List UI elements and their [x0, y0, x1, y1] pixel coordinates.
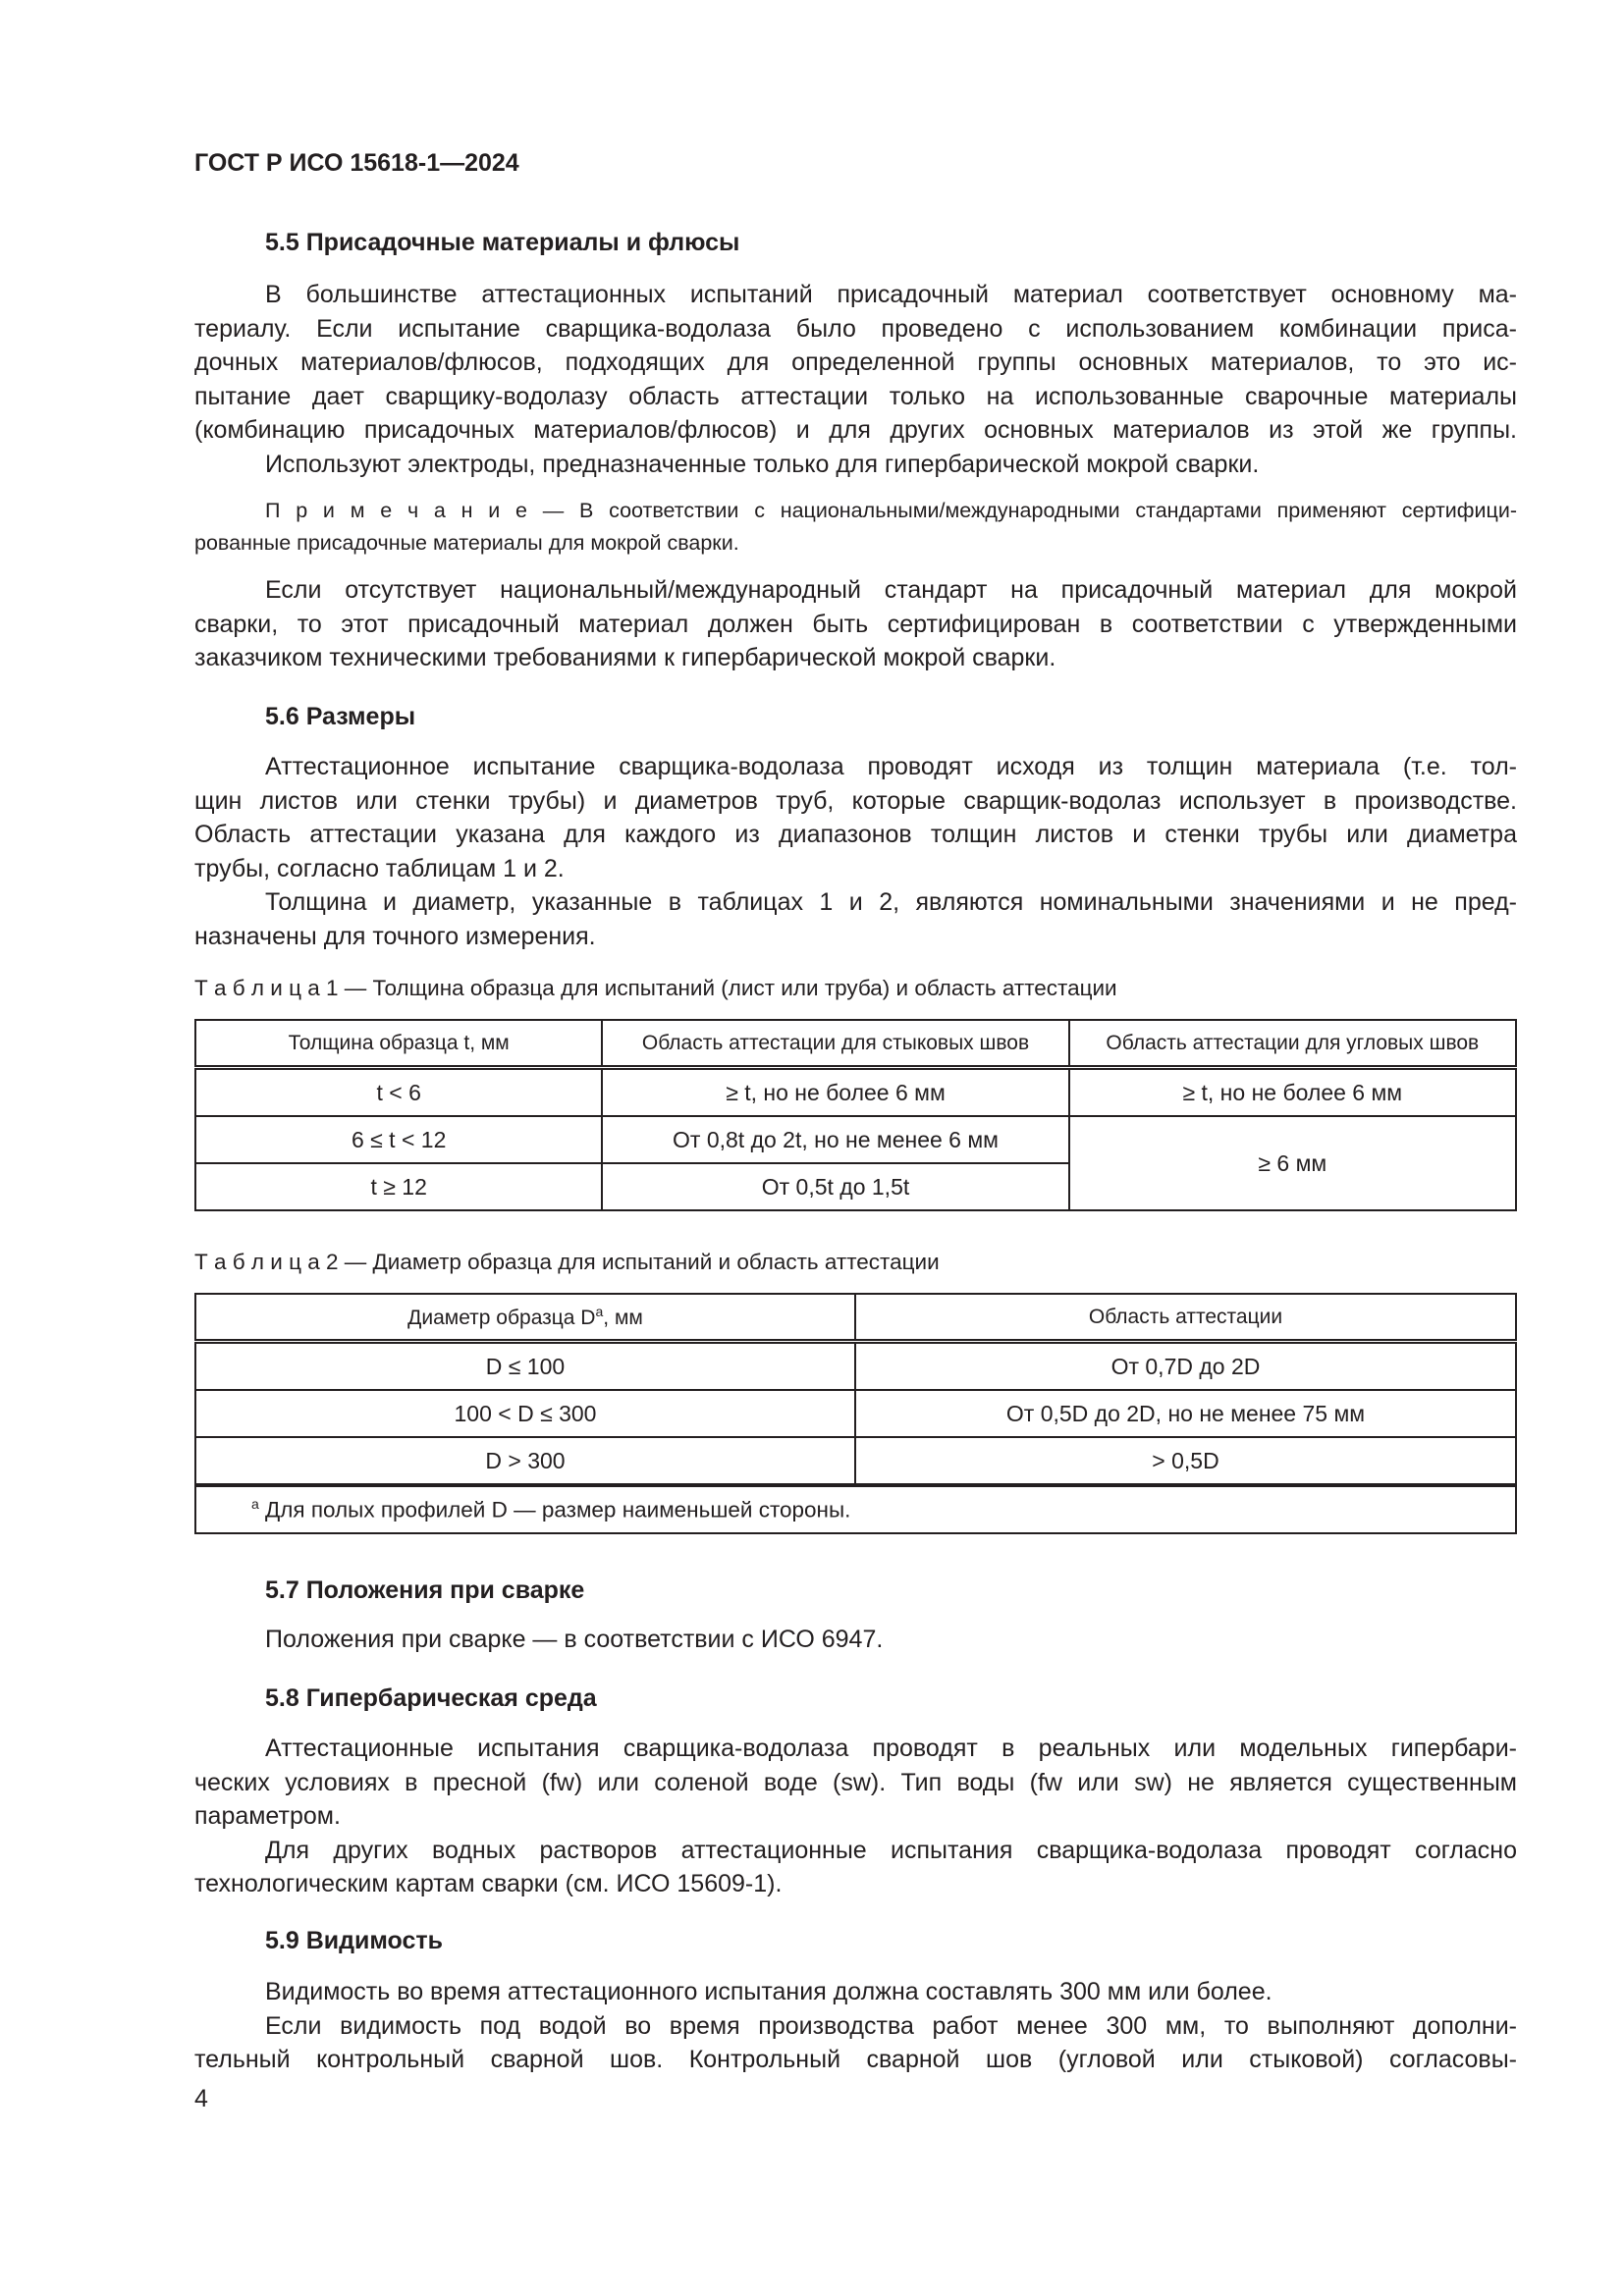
section-5-6-title: 5.6 Размеры: [265, 703, 416, 730]
table-header-row: [195, 1020, 1516, 1068]
cell: От 0,8t до 2t, но не менее 6 мм: [602, 1116, 1068, 1163]
cell: От 0,5D до 2D, но не менее 75 мм: [855, 1390, 1516, 1437]
table-1-caption: Т а б л и ц а 1 — Толщина образца для испытаний (лист или труба) и область аттестации: [194, 976, 1117, 1000]
footnote: [195, 1485, 1516, 1533]
text-line: Область аттестации указана для каждого из диапазонов толщин листов и стенки трубы или диаметра: [194, 821, 1517, 849]
note: [194, 495, 1517, 560]
section-5-7-title: 5.7 Положения при сварке: [265, 1576, 585, 1604]
header-cell: [195, 1294, 855, 1342]
cell: t ≥ 12: [195, 1163, 602, 1210]
text-line: назначены для точного измерения.: [194, 922, 596, 950]
section-5-5-paragraph-1: [194, 278, 1517, 482]
footnote-mark: a: [595, 1304, 604, 1319]
header-text: Диаметр образца D: [407, 1307, 596, 1329]
section-5-5-title: 5.5 Присадочные материалы и флюсы: [265, 229, 740, 256]
table-1: [194, 1019, 1517, 1211]
text-line: трубы, согласно таблицам 1 и 2.: [194, 854, 565, 882]
section-5-9-paragraph: [194, 1975, 1517, 2077]
table-row: [195, 1116, 1516, 1163]
text-line: териалу. Если испытание сварщика-водолаза было проведено с использованием комбинации приса-: [194, 314, 1517, 343]
text-line: Видимость во время аттестационного испытания должна составлять 300 мм или более.: [265, 1978, 1272, 2005]
cell: От 0,7D до 2D: [855, 1342, 1516, 1391]
table-2: [194, 1293, 1517, 1534]
cell: ≥ t, но не более 6 мм: [1069, 1068, 1516, 1117]
cell: D ≤ 100: [195, 1342, 855, 1391]
text-line: параметром.: [194, 1802, 341, 1831]
text-line: (комбинацию присадочных материалов/флюсов) и для других основных материалов из этой же группы.: [194, 416, 1517, 445]
text-line: Если отсутствует национальный/международный стандарт на присадочный материал для мокрой: [265, 576, 1517, 604]
cell: От 0,5t до 1,5t: [602, 1163, 1068, 1210]
cell: t < 6: [195, 1068, 602, 1117]
text-line: Используют электроды, предназначенные только для гипербарической мокрой сварки.: [265, 450, 1260, 478]
table-row: [195, 1342, 1516, 1391]
section-5-9-title: 5.9 Видимость: [265, 1927, 443, 1954]
text-line: пытание дает сварщику-водолазу область аттестации только на использованные сварочные материалы: [194, 382, 1517, 410]
table-row: [195, 1437, 1516, 1485]
text-line: технологическим картам сварки (см. ИСО 15609-1).: [194, 1870, 783, 1898]
section-5-5-paragraph-3: [194, 573, 1517, 675]
text-line: заказчиком техническими требованиями к гипербарической мокрой сварки.: [194, 644, 1056, 672]
cell: 100 < D ≤ 300: [195, 1390, 855, 1437]
cell: ≥ 6 мм: [1069, 1116, 1516, 1210]
text-line: Аттестационное испытание сварщика-водолаза проводят исходя из толщин материала (т.е. тол-: [265, 753, 1517, 780]
section-5-7-paragraph: [194, 1623, 1517, 1657]
table-row: [195, 1390, 1516, 1437]
text-line: Толщина и диаметр, указанные в таблицах 1 и 2, являются номинальными значениями и не пред-: [265, 888, 1517, 917]
header-cell: Область аттестации для угловых швов: [1069, 1020, 1516, 1068]
section-5-8-title: 5.8 Гипербарическая среда: [265, 1684, 597, 1712]
text-line: Если видимость под водой во время производства работ менее 300 мм, то выполняют дополни-: [265, 2011, 1517, 2040]
cell: > 0,5D: [855, 1437, 1516, 1485]
text-line: щин листов или стенки трубы) и диаметров труб, которые сварщик-водолаз использует в производстве.: [194, 786, 1517, 815]
header-text: , мм: [603, 1307, 643, 1329]
header-cell: Толщина образца t, мм: [195, 1020, 602, 1068]
cell: 6 ≤ t < 12: [195, 1116, 602, 1163]
text-line: дочных материалов/флюсов, подходящих для определенной группы основных материалов, то это ис-: [194, 348, 1517, 377]
text-line: тельный контрольный сварной шов. Контрольный сварной шов (угловой или стыковой) согласовы-: [194, 2046, 1517, 2074]
cell: D > 300: [195, 1437, 855, 1485]
section-5-6-paragraph: [194, 750, 1517, 954]
text-line: рованные присадочные материалы для мокрой сварки.: [194, 531, 739, 555]
footnote-text: Для полых профилей D — размер наименьшей стороны.: [258, 1497, 851, 1522]
header-cell: Область аттестации: [855, 1294, 1516, 1342]
text-line: В большинстве аттестационных испытаний присадочный материал соответствует основному ма-: [265, 281, 1517, 308]
section-5-8-paragraph: [194, 1732, 1517, 1901]
footnote-row: [195, 1485, 1516, 1533]
document-header: ГОСТ Р ИСО 15618-1—2024: [194, 149, 519, 177]
table-2-caption: Т а б л и ц а 2 — Диаметр образца для испытаний и область аттестации: [194, 1250, 940, 1274]
header-cell: Область аттестации для стыковых швов: [602, 1020, 1068, 1068]
footnote-mark: a: [251, 1496, 259, 1513]
text-line: Для других водных растворов аттестационные испытания сварщика-водолаза проводят согласно: [265, 1836, 1517, 1864]
table-row: [195, 1068, 1516, 1117]
text-line: П р и м е ч а н и е — В соответствии с национальными/международными стандартами применяют сертифици-: [265, 499, 1517, 522]
text-line: ческих условиях в пресной (fw) или соленой воде (sw). Тип воды (fw или sw) не является существенным: [194, 1768, 1517, 1796]
cell: ≥ t, но не более 6 мм: [602, 1068, 1068, 1117]
text-line: Положения при сварке — в соответствии с ИСО 6947.: [265, 1626, 884, 1653]
table-header-row: [195, 1294, 1516, 1342]
text-line: Аттестационные испытания сварщика-водолаза проводят в реальных или модельных гипербари-: [265, 1735, 1517, 1762]
page-number: 4: [194, 2085, 208, 2112]
text-line: сварки, то этот присадочный материал должен быть сертифицирован в соответствии с утвержденными: [194, 610, 1517, 638]
